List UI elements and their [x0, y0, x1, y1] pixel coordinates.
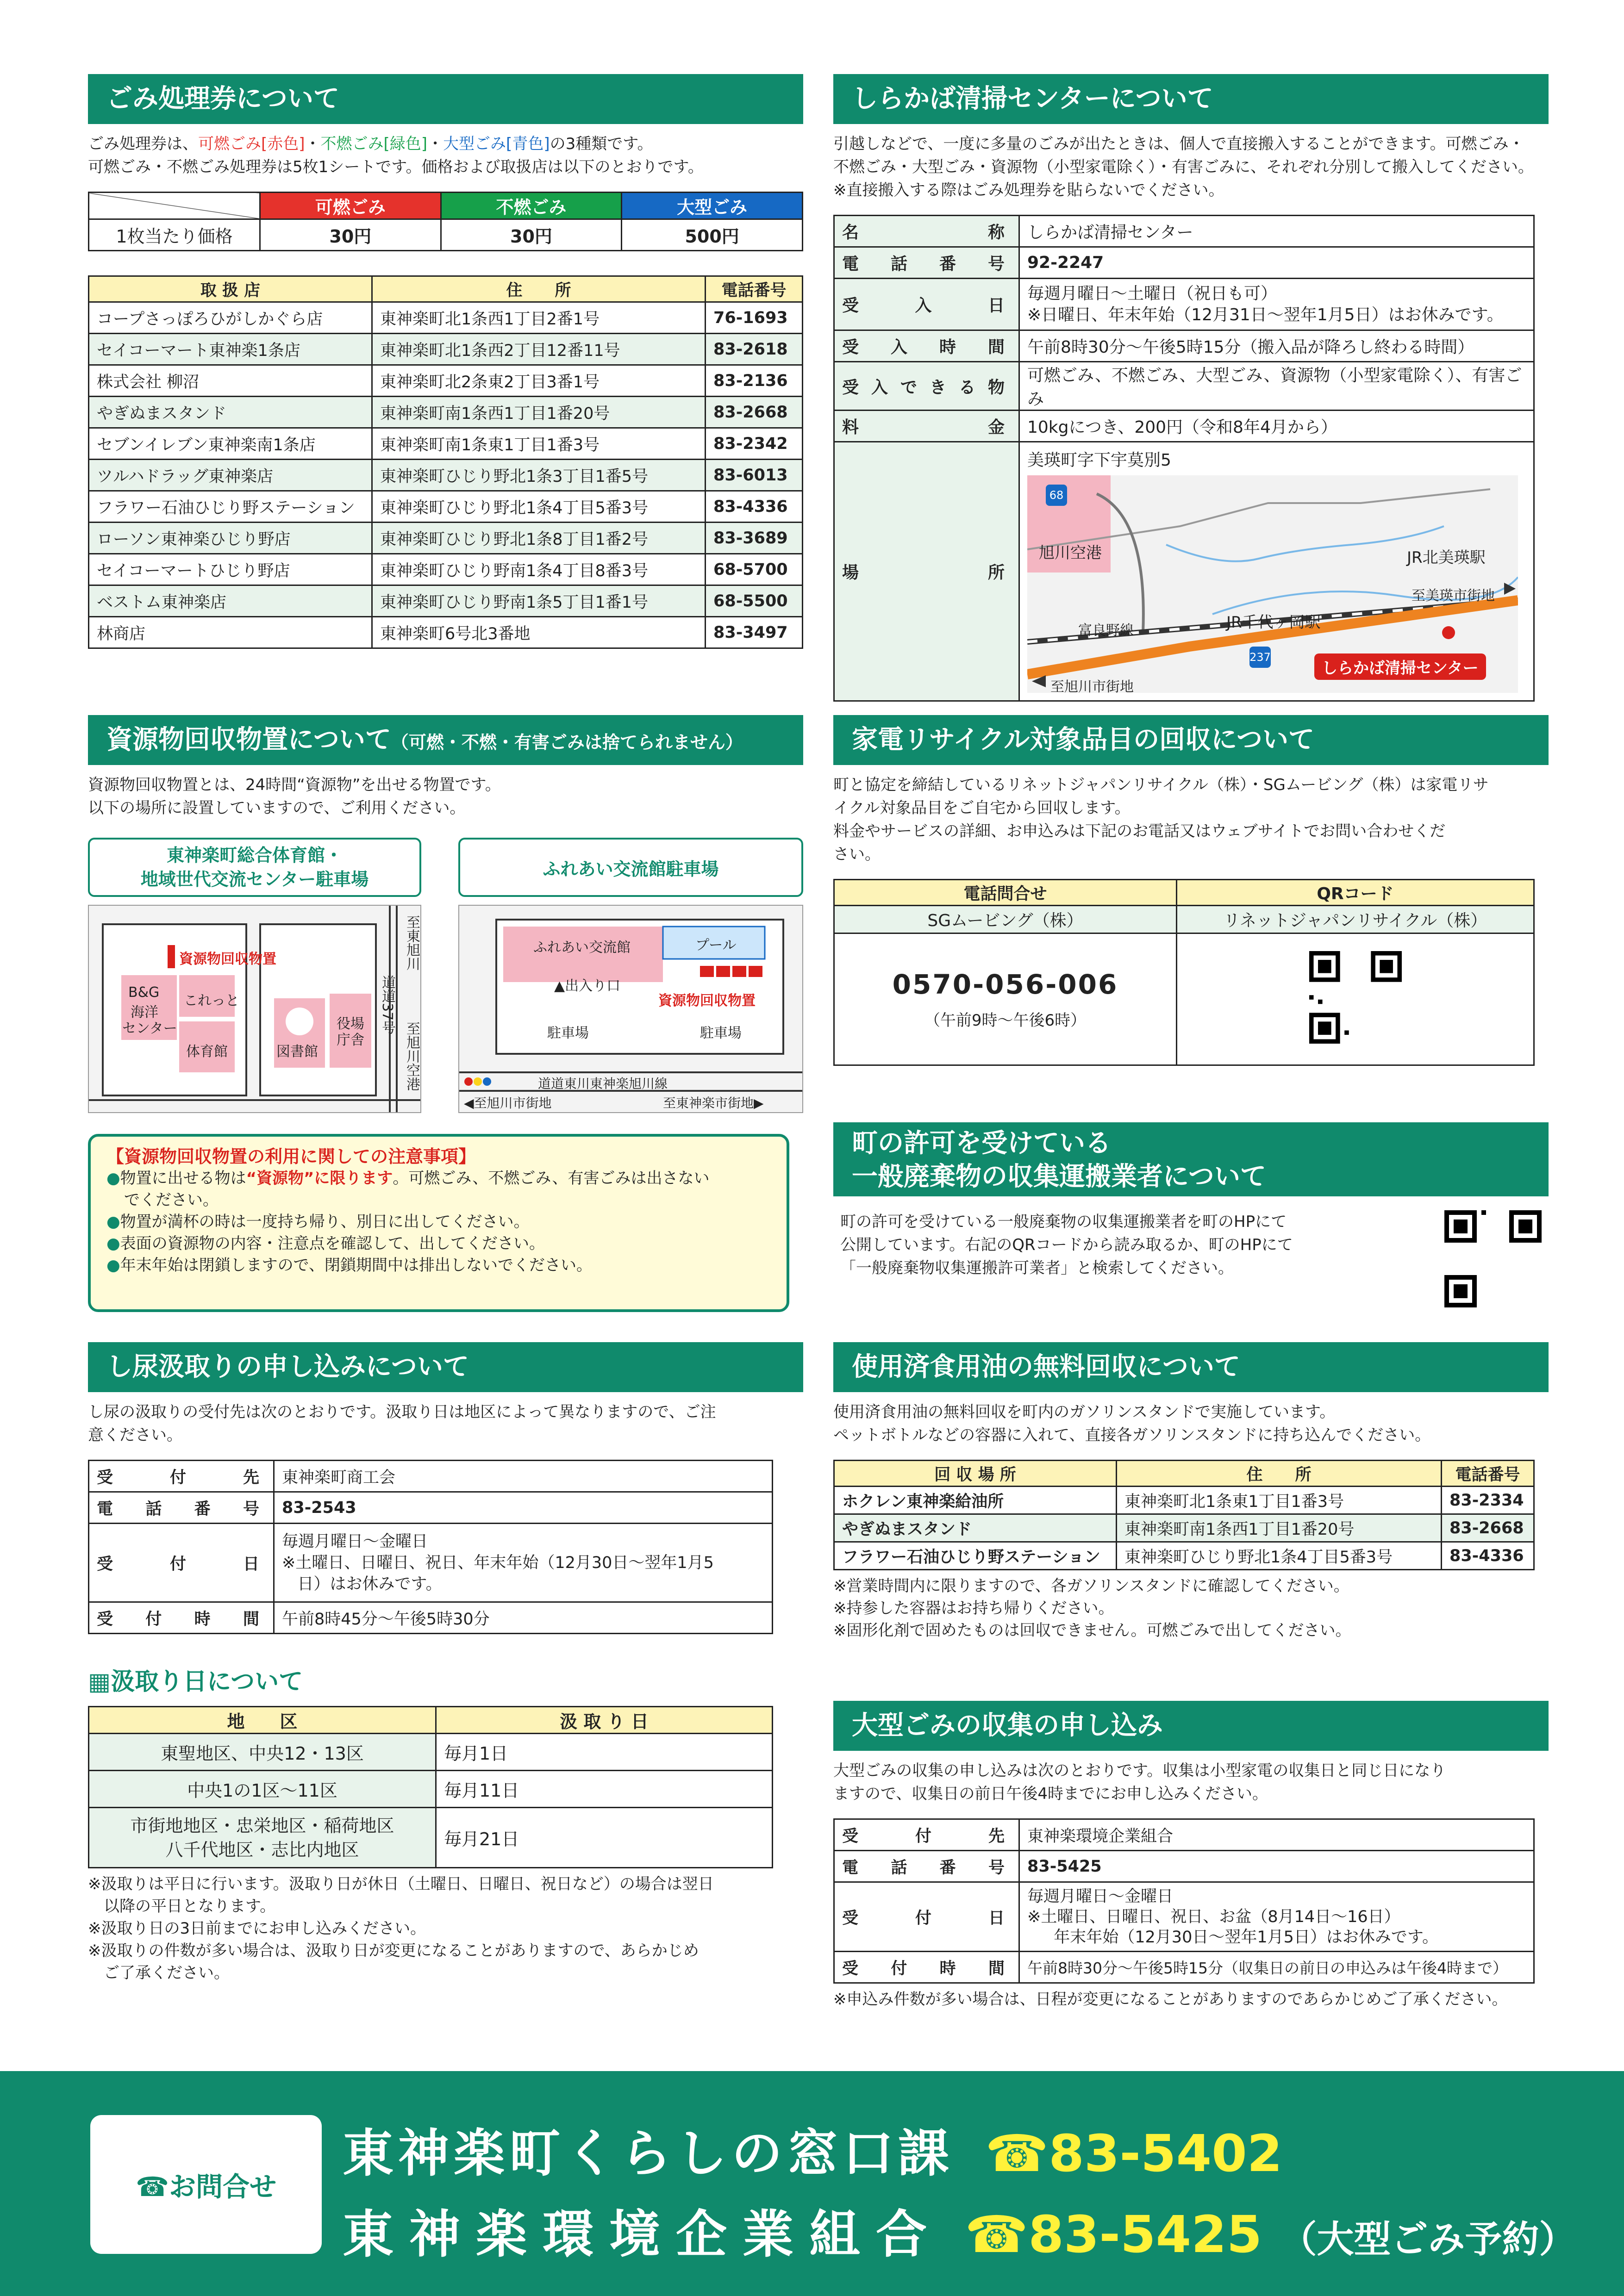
large-section: [833, 1701, 1549, 2010]
contact-label: ☎お問合せ: [90, 2115, 322, 2254]
appliance-company-sg: SGムービング（株）: [834, 906, 1177, 933]
appliance-table: [833, 879, 1535, 1066]
pickup-header-area: 地 区: [89, 1707, 436, 1734]
center-phone: 92-2247: [1019, 247, 1534, 279]
shop-name: 株式会社 柳沼: [89, 365, 372, 397]
shop-row: [89, 428, 803, 460]
shop-phone: 68-5700: [706, 554, 803, 585]
gym-map-to-airport: 至旭川空港: [404, 1021, 420, 1091]
caution-item: ●物置に出せる物は“資源物”に限ります。可燃ごみ、不燃ごみ、有害ごみは出さない: [106, 1169, 710, 1188]
shop-header-name: 取 扱 店: [89, 276, 372, 302]
oil-place: ホクレン東神楽給油所: [834, 1487, 1117, 1514]
center-name: しらかば清掃センター: [1019, 216, 1534, 247]
route-68-badge: 68: [1046, 485, 1067, 506]
pickup-header-day: 汲 取 り 日: [436, 1707, 773, 1734]
large-label-phone: 電話番号: [834, 1851, 1019, 1882]
shop-phone: 83-3689: [706, 523, 803, 554]
footer-phone-2[interactable]: ☎83-5425: [965, 2205, 1262, 2264]
oil-address: 東神楽町ひじり野北1条4丁目5番3号: [1117, 1542, 1442, 1570]
oil-phone: 83-2334: [1442, 1487, 1534, 1514]
septic-phone: 83-2543: [274, 1492, 773, 1524]
fureai-map-parking2: 駐車場: [700, 1025, 742, 1041]
large-label-hours: 受付時間: [834, 1952, 1019, 1983]
shop-address: 東神楽町ひじり野北1条8丁目1番2号: [372, 523, 706, 554]
caution-box: [88, 1134, 789, 1312]
resource-section: [88, 715, 803, 1317]
shop-row: [89, 302, 803, 334]
septic-title: し尿汲取りの申し込みについて: [88, 1342, 803, 1392]
map-airport: 旭川空港: [1039, 544, 1102, 562]
gym-map-bg3: センター: [122, 1020, 177, 1037]
map-line: 富良野線: [1078, 622, 1134, 639]
pickup-day-2: 毎月11日: [436, 1771, 773, 1808]
shop-phone: 83-2618: [706, 334, 803, 365]
footer-office-2: 東神楽環境企業組合: [343, 2205, 943, 2264]
large-label-office: 受付先: [834, 1819, 1019, 1851]
septic-notes: [88, 1873, 803, 1984]
septic-label-hours: 受付時間: [89, 1602, 274, 1634]
appliance-header-qr: QRコード: [1177, 880, 1534, 906]
footer-large-note: （大型ごみ予約）: [1280, 2218, 1576, 2261]
pickup-area-1: 東聖地区、中央12・13区: [89, 1734, 436, 1771]
note-line: 以降の平日となります。: [88, 1897, 276, 1916]
large-title: 大型ごみの収集の申し込み: [833, 1701, 1549, 1751]
appliance-phone-cell: [834, 933, 1177, 1065]
shop-name: フラワー石油ひじり野ステーション: [89, 491, 372, 523]
price-header-burnable: 可燃ごみ: [260, 193, 441, 219]
appliance-hours: （午前9時〜午後6時）: [924, 1011, 1087, 1030]
large-office: 東神楽環境企業組合: [1019, 1819, 1534, 1851]
place1-label: 東神楽町総合体育館・ 地域世代交流センター駐車場: [88, 838, 421, 897]
note-line: ※汲取りは平日に行います。汲取り日が休日（土曜日、日曜日、祝日など）の場合は翌日: [88, 1875, 714, 1893]
bullet-icon: ●: [106, 1169, 120, 1188]
gym-map-bg2: 海洋: [131, 1004, 158, 1020]
map-to-city: 至美瑛市街地: [1412, 588, 1495, 604]
gym-map-bg: B&G: [128, 984, 160, 1001]
oil-section: [833, 1342, 1549, 1642]
septic-label-office: 受付先: [89, 1461, 274, 1492]
shop-phone: 83-4336: [706, 491, 803, 523]
large-phone: 83-5425: [1019, 1851, 1534, 1882]
caution-list: [106, 1168, 771, 1276]
appliance-title: 家電リサイクル対象品目の回収について: [833, 715, 1549, 765]
shop-row: [89, 491, 803, 523]
map-to-asahikawa: 至旭川市街地: [1050, 679, 1134, 693]
caution-item: でください。: [124, 1191, 219, 1209]
shop-name: セイコーマート東神楽1条店: [89, 334, 372, 365]
shop-address: 東神楽町ひじり野北1条3丁目1番5号: [372, 460, 706, 491]
shop-phone: 83-2342: [706, 428, 803, 460]
shop-row: [89, 554, 803, 585]
appliance-qr-cell: [1177, 933, 1534, 1065]
fureai-map-parking1: 駐車場: [547, 1025, 589, 1041]
gym-map: [88, 905, 421, 1113]
resource-intro: 資源物回収物置とは、24時間“資源物”を出せる物置です。 以下の場所に設置していますので、ご利用ください。: [88, 776, 501, 817]
oil-header-phone: 電話番号: [1442, 1461, 1534, 1487]
shop-phone: 83-6013: [706, 460, 803, 491]
septic-label-days: 受付日: [89, 1524, 274, 1602]
shop-phone: 83-3497: [706, 617, 803, 648]
shop-address: 東神楽町ひじり野北1条4丁目5番3号: [372, 491, 706, 523]
pickup-area-2: 中央1の1区〜11区: [89, 1771, 436, 1808]
oil-place: やぎぬまスタンド: [834, 1514, 1117, 1542]
shop-row: [89, 397, 803, 428]
shop-name: ベストム東神楽店: [89, 585, 372, 617]
pickup-table: [88, 1706, 773, 1868]
gym-map-kore: これっと: [184, 993, 239, 1009]
septic-section: [88, 1342, 803, 1984]
pickup-day-1: 毎月1日: [436, 1734, 773, 1771]
permit-section: [833, 1122, 1549, 1293]
center-address: 美瑛町字下宇莫別5: [1027, 451, 1171, 470]
fureai-map-pool: プール: [695, 937, 737, 953]
ticket-intro: ごみ処理券は、可燃ごみ[赤色]・不燃ごみ[緑色]・大型ごみ[青色]の3種類です。 可燃ごみ・不燃ごみ処理券は5枚1シートです。価格および取扱店は以下のとおりです。: [88, 135, 704, 176]
appliance-section: [833, 715, 1549, 1066]
route-237-badge: 237: [1249, 647, 1271, 668]
caution-item: ●表面の資源物の内容・注意点を確認して、出してください。: [106, 1234, 545, 1253]
shop-phone: 76-1693: [706, 302, 803, 334]
gym-map-office1: 役場: [337, 1016, 364, 1032]
shop-address: 東神楽町北1条西2丁目12番11号: [372, 334, 706, 365]
bullet-icon: ●: [106, 1256, 120, 1275]
permit-title: 町の許可を受けている 一般廃棄物の収集運搬業者について: [833, 1122, 1549, 1196]
appliance-phone: 0570-056-006: [892, 968, 1118, 1000]
shop-row: [89, 334, 803, 365]
caution-title: 【資源物回収物置の利用に関しての注意事項】: [106, 1146, 476, 1167]
footer-line-2: [343, 2194, 1576, 2267]
price-table: [88, 192, 803, 251]
shop-header-address: 住 所: [372, 276, 706, 302]
oil-notes: [833, 1575, 1549, 1642]
resource-title: 資源物回収物置について（可燃・不燃・有害ごみは捨てられません）: [88, 715, 803, 765]
oil-row: [834, 1514, 1534, 1542]
shop-name: セブンイレブン東神楽南1条店: [89, 428, 372, 460]
shop-header-phone: 電話番号: [706, 276, 803, 302]
center-label-days: 受入日: [834, 279, 1019, 330]
map-station1: JR北美瑛駅: [1407, 548, 1486, 567]
center-intro: 引越しなどで、一度に多量のごみが出たときは、個人で直接搬入することができます。可燃ごみ・ 不燃ごみ・大型ごみ・資源物（小型家電除く）・有害ごみに、それぞれ分別して搬入してください。 ※直接搬入する際はごみ処理券を貼らないでください。: [833, 135, 1534, 199]
appliance-header-phone: 電話問合せ: [834, 880, 1177, 906]
ticket-section: [88, 74, 803, 649]
shop-phone: 68-5500: [706, 585, 803, 617]
oil-header-address: 住 所: [1117, 1461, 1442, 1487]
shop-address: 東神楽町北1条西1丁目2番1号: [372, 302, 706, 334]
center-label-items: 受入できる物: [834, 362, 1019, 411]
ticket-title: ごみ処理券について: [88, 74, 803, 124]
grid-icon: ▦: [88, 1668, 111, 1696]
fureai-map-entrance: ▲出入り口: [554, 978, 621, 994]
shop-name: ツルハドラッグ東神楽店: [89, 460, 372, 491]
shop-name: ローソン東神楽ひじり野店: [89, 523, 372, 554]
note-line: ご了承ください。: [88, 1964, 230, 1982]
center-fee: 10kgにつき、200円（令和8年4月から）: [1019, 411, 1534, 442]
center-days: 毎週月曜日〜土曜日（祝日も可） ※日曜日、年末年始（12月31日〜翌年1月5日）はお休みです。: [1019, 279, 1534, 330]
price-burnable: 30円: [260, 219, 441, 251]
oil-row: [834, 1487, 1534, 1514]
septic-label-phone: 電話番号: [89, 1492, 274, 1524]
shop-phone: 83-2136: [706, 365, 803, 397]
center-hours: 午前8時30分〜午後5時15分（搬入品が降ろし終わる時間）: [1019, 330, 1534, 362]
shop-row: [89, 523, 803, 554]
oil-intro: 使用済食用油の無料回収を町内のガソリンスタンドで実施しています。 ペットボトルなどの容器に入れて、直接各ガソリンスタンドに持ち込んでください。: [833, 1403, 1431, 1444]
place2-label: ふれあい交流館駐車場: [458, 838, 803, 897]
bullet-icon: ●: [106, 1234, 120, 1253]
footer-line-1: [343, 2113, 1282, 2186]
gym-map-library: 図書館: [276, 1044, 318, 1060]
oil-address: 東神楽町北1条東1丁目1番3号: [1117, 1487, 1442, 1514]
shop-name: 林商店: [89, 617, 372, 648]
shop-row: [89, 365, 803, 397]
fureai-map-hall: ふれあい交流館: [533, 940, 631, 956]
septic-intro: し尿の汲取りの受付先は次のとおりです。汲取り日は地区によって異なりますので、ご注 意ください。: [88, 1403, 716, 1444]
price-header-nonburnable: 不燃ごみ: [441, 193, 622, 219]
shop-address: 東神楽町南1条東1丁目1番3号: [372, 428, 706, 460]
large-note: ※申込み件数が多い場合は、日程が変更になることがありますのであらかじめご了承ください。: [833, 1990, 1508, 2009]
center-map: [1027, 475, 1518, 693]
note-line: ※汲取りの件数が多い場合は、汲取り日が変更になることがありますので、あらかじめ: [88, 1941, 699, 1960]
oil-place: フラワー石油ひじり野ステーション: [834, 1542, 1117, 1570]
center-label-fee: 料金: [834, 411, 1019, 442]
center-table: [833, 215, 1535, 702]
price-row-label: 1枚当たり価格: [89, 219, 260, 251]
large-intro: 大型ごみの収集の申し込みは次のとおりです。収集は小型家電の収集日と同じ日になり ますので、収集日の前日午後4時までにお申し込みください。: [833, 1761, 1446, 1803]
oil-title: 使用済食用油の無料回収について: [833, 1342, 1549, 1392]
center-place: [1019, 442, 1534, 701]
appliance-qr-icon[interactable]: [1309, 951, 1402, 1044]
shop-address: 東神楽町ひじり野南1条5丁目1番1号: [372, 585, 706, 617]
fureai-map-to-asahikawa: ◀至旭川市街地: [464, 1095, 552, 1111]
septic-hours: 午前8時45分〜午後5時30分: [274, 1602, 773, 1634]
price-corner: [89, 193, 260, 219]
pickup-day-3: 毎月21日: [436, 1808, 773, 1868]
map-facility: しらかば清掃センター: [1314, 653, 1486, 680]
fureai-map: [458, 905, 803, 1113]
septic-office: 東神楽町商工会: [274, 1461, 773, 1492]
shop-address: 東神楽町ひじり野南1条4丁目8番3号: [372, 554, 706, 585]
gym-map-to-higashi: 至東旭川: [404, 915, 420, 971]
shop-address: 東神楽町北2条東2丁目3番1号: [372, 365, 706, 397]
price-nonburnable: 30円: [441, 219, 622, 251]
map-station2: JR千代ヶ岡駅: [1226, 613, 1321, 632]
footer-phone-1[interactable]: ☎83-5402: [985, 2124, 1283, 2183]
fureai-map-to-higashikagura: 至東神楽市街地▶: [663, 1095, 764, 1111]
oil-phone: 83-4336: [1442, 1542, 1534, 1570]
shop-phone: 83-2668: [706, 397, 803, 428]
shop-table: [88, 275, 803, 649]
price-large: 500円: [622, 219, 803, 251]
large-label-days: 受付日: [834, 1882, 1019, 1952]
center-items: 可燃ごみ、不燃ごみ、大型ごみ、資源物（小型家電除く）、有害ごみ: [1019, 362, 1534, 411]
shop-row: [89, 617, 803, 648]
pickup-area-3: 市街地地区・忠栄地区・稲荷地区 八千代地区・志比内地区: [89, 1808, 436, 1868]
bullet-icon: ●: [106, 1213, 120, 1231]
oil-phone: 83-2668: [1442, 1514, 1534, 1542]
note-line: ※汲取り日の3日前までにお申し込みください。: [88, 1919, 426, 1938]
caution-item: ●年末年始は閉鎖しますので、閉鎖期間中は排出しないでください。: [106, 1256, 592, 1275]
oil-row: [834, 1542, 1534, 1570]
center-label-phone: 電話番号: [834, 247, 1019, 279]
shop-name: やぎぬまスタンド: [89, 397, 372, 428]
oil-header-place: 回 収 場 所: [834, 1461, 1117, 1487]
footer-office-1: 東神楽町くらしの窓口課: [343, 2124, 954, 2183]
appliance-intro: 町と協定を締結しているリネットジャパンリサイクル（株）・SGムービング（株）は家電リサ イクル対象品目をご自宅から回収します。 料金やサービスの詳細、お申込みは下記のお電話又はウェブサイトでお問い合わせくだ さい。: [833, 776, 1489, 864]
price-header-large: 大型ごみ: [622, 193, 803, 219]
large-hours: 午前8時30分〜午後5時15分（収集日の前日の申込みは午後4時まで）: [1019, 1952, 1534, 1983]
gym-map-gym: 体育館: [186, 1044, 228, 1060]
center-label-name: 名称: [834, 216, 1019, 247]
shop-row: [89, 460, 803, 491]
shop-address: 東神楽町南1条西1丁目1番20号: [372, 397, 706, 428]
fureai-map-road: 道道東川東神楽旭川線: [538, 1076, 668, 1091]
septic-days: 毎週月曜日〜金曜日 ※土曜日、日曜日、祝日、年末年始（12月30日〜翌年1月5 日）はお休みです。: [274, 1524, 773, 1602]
large-days: 毎週月曜日〜金曜日 ※土曜日、日曜日、祝日、お盆（8月14日〜16日） 年末年始（12月30日〜翌年1月5日）はお休みです。: [1019, 1882, 1534, 1952]
fureai-map-storage: 資源物回収物置: [658, 993, 756, 1009]
center-section: [833, 74, 1549, 702]
permit-text: 町の許可を受けている一般廃棄物の収集運搬業者を町のHPにて 公開しています。右記のQRコードから読み取るか、町のHPにて 「一般廃棄物収集運搬許可業者」と検索してください。: [840, 1213, 1293, 1277]
footer: [0, 2071, 1624, 2296]
shop-name: セイコーマートひじり野店: [89, 554, 372, 585]
appliance-company-renet: リネットジャパンリサイクル（株）: [1177, 906, 1534, 933]
septic-table: [88, 1460, 773, 1634]
shop-row: [89, 585, 803, 617]
gym-map-office2: 庁舎: [337, 1032, 364, 1048]
caution-item: ●物置が満杯の時は一度持ち帰り、別日に出してください。: [106, 1213, 530, 1231]
oil-table: [833, 1460, 1535, 1570]
note-line: ※固形化剤で固めたものは回収できません。可燃ごみで出してください。: [833, 1621, 1351, 1640]
large-table: [833, 1818, 1535, 1984]
center-title: しらかば清掃センターについて: [833, 74, 1549, 124]
gym-map-storage: 資源物回収物置: [179, 951, 276, 967]
center-label-place: 場所: [834, 442, 1019, 701]
pickup-subtitle: ▦汲取り日について: [88, 1668, 303, 1696]
note-line: ※持参した容器はお持ち帰りください。: [833, 1599, 1114, 1618]
center-label-hours: 受入時間: [834, 330, 1019, 362]
shop-name: コープさっぽろひがしかぐら店: [89, 302, 372, 334]
oil-address: 東神楽町南1条西1丁目1番20号: [1117, 1514, 1442, 1542]
shop-address: 東神楽町6号北3番地: [372, 617, 706, 648]
permit-qr-icon[interactable]: [1444, 1210, 1542, 1307]
gym-map-road: 道道37号: [379, 975, 395, 1035]
note-line: ※営業時間内に限りますので、各ガソリンスタンドに確認してください。: [833, 1577, 1349, 1595]
